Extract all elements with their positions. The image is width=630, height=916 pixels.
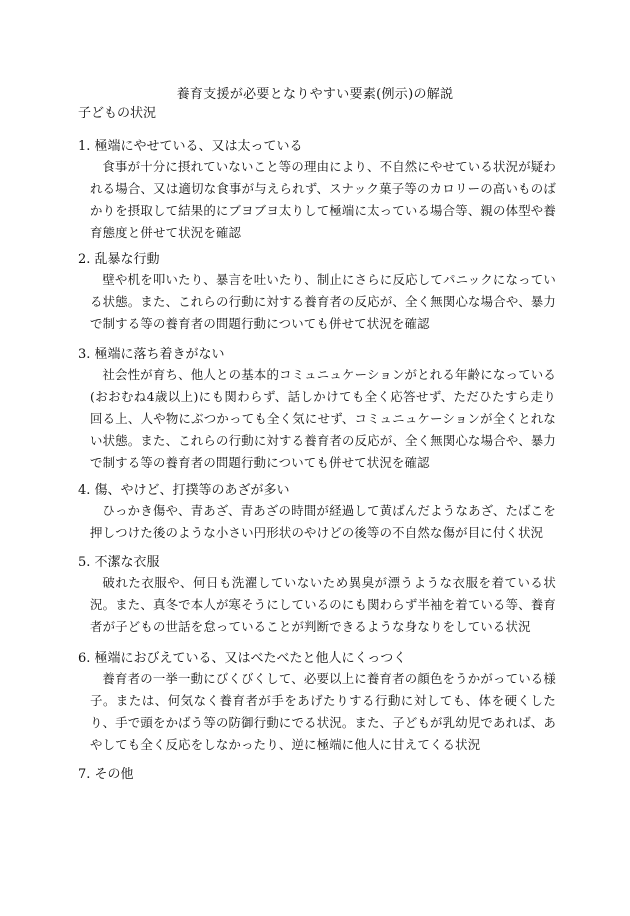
section-5 — [78, 554, 556, 638]
section-title: 6. 極端におびえている、又はべたべたと他人にくっつく — [78, 651, 407, 666]
section-body: 食事が十分に摂れていないこと等の理由により、不自然にやせている状況が疑われる場合、又は適切な食事が与えられず、スナック菓子等のカロリーの高いものばかりを摂取して結果的にブヨブヨ太りして極端に太っている場合等、親の体型や養育態度と併せて状況を確認 — [90, 159, 556, 240]
section-title: 3. 極端に落ち着きがない — [78, 347, 225, 362]
document-title: 養育支援が必要となりやすい要素(例示)の解説 — [176, 87, 454, 102]
section-6 — [78, 650, 556, 756]
section-3 — [78, 346, 556, 474]
section-title: 5. 不潔な衣服 — [78, 555, 160, 570]
section-body: ひっかき傷や、青あざ、青あざの時間が経過して黄ばんだようなあざ、たばこを押しつけた後のような小さい円形状のやけどの後等の不自然な傷が目に付く状況 — [90, 503, 556, 540]
section-body: 社会性が育ち、他人との基本的コミュニュケーションがとれる年齢になっている(おおむね4歳以上)にも関わらず、話しかけても全く応答せず、ただひたすら走り回る上、人や物にぶつかっても全く気にせず、コミュニュケーションが全くとれない状態。また、これらの行動に対する養育者の反応が、全く無関心な場合や、暴力で制する等の養育者の問題行動についても併せて状況を確認 — [90, 367, 556, 470]
section-title: 7. その他 — [78, 767, 134, 782]
section-title: 4. 傷、やけど、打撲等のあざが多い — [78, 483, 290, 498]
section-body: 養育者の一挙一動にびくびくして、必要以上に養育者の顔色をうかがっている様子。または、何気なく養育者が手をあげたりする行動に対しても、体を硬くしたり、手で頭をかばう等の防御行動にでる状況。また、子どもが乳幼児であれば、あやしても全く反応をしなかったり、逆に極端に他人に甘えてくる状況 — [90, 671, 556, 752]
section-body: 壁や机を叩いたり、暴言を吐いたり、制止にさらに反応してパニックになっている状態。また、これらの行動に対する養育者の反応が、全く無関心な場合や、暴力で制する等の養育者の問題行動についても併せて状況を確認 — [90, 272, 556, 331]
section-7 — [78, 766, 556, 784]
section-heading: 子どもの状況 — [78, 106, 157, 121]
section-4 — [78, 482, 556, 544]
section-title: 2. 乱暴な行動 — [78, 252, 160, 267]
section-title: 1. 極端にやせている、又は太っている — [78, 139, 303, 154]
section-1 — [78, 138, 556, 244]
section-2 — [78, 251, 556, 335]
section-body: 破れた衣服や、何日も洗濯していないため異臭が漂うような衣服を着ている状況。また、真冬で本人が寒そうにしているのにも関わらず半袖を着ている等、養育者が子どもの世話を怠っていることが判断できるような身なりをしている状況 — [90, 575, 556, 634]
